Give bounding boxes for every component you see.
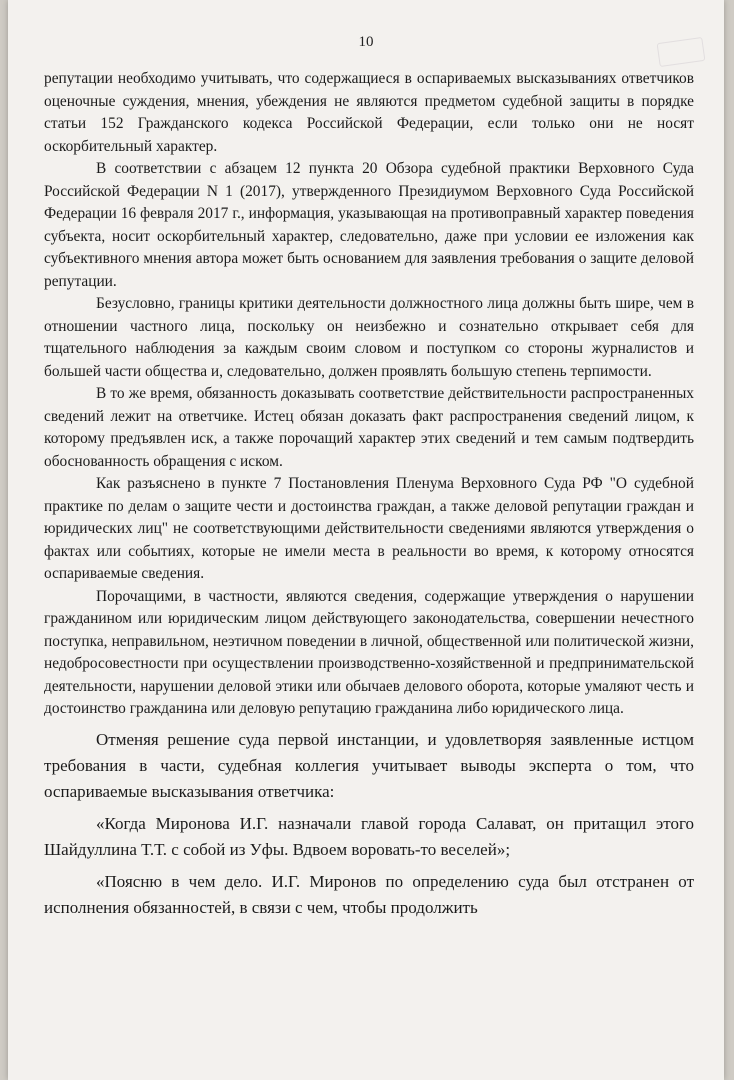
quote-1: «Когда Миронова И.Г. назначали главой города Салават, он притащил этого Шайдуллина Т.Т. с собой из Уфы. Вдвоем воровать-то веселей»; [44, 813, 694, 859]
document-body [44, 68, 694, 921]
faint-stamp [657, 37, 706, 67]
page-number: 10 [358, 34, 374, 50]
paragraph-4: В то же время, обязанность доказывать соответствие действительности распространенных сведений лежит на ответчике. Истец обязан доказать факт распространения сведений лицом, к которому предъявлен иск, а также порочащий характер этих сведений и тем самым подтвердить обоснованность обращения с иском. [44, 385, 694, 470]
paragraph-2: В соответствии с абзацем 12 пункта 20 Обзора судебной практики Верховного Суда Российской Федерации N 1 (2017), утвержденного Президиумом Верховного Суда Российской Федерации 16 февраля 2017 г., информация, указывающая на противоправный характер поведения субъекта, носит оскорбительный характер, следовательно, даже при условии ее изложения как субъективного мнения автора может быть основанием для заявления требования о защите деловой репутации. [44, 160, 694, 290]
paragraph-3: Безусловно, границы критики деятельности должностного лица должны быть шире, чем в отношении частного лица, поскольку он неизбежно и сознательно открывает себя для тщательного наблюдения за каждым своим словом и поступком со стороны журналистов и большей части общества и, следовательно, должен проявлять большую степень терпимости. [44, 295, 694, 380]
paragraph-1: репутации необходимо учитывать, что содержащиеся в оспариваемых высказываниях ответчиков оценочные суждения, мнения, убеждения не являются предметом судебной защиты в порядке статьи 152 Гражданского кодекса Российской Федерации, если только они не носят оскорбительный характер. [44, 70, 694, 155]
document-page [8, 0, 724, 1080]
paragraph-6: Порочащими, в частности, являются сведения, содержащие утверждения о нарушении гражданином или юридическим лицом действующего законодательства, совершении нечестного поступка, неправильном, неэтичном поведении в личной, общественной или политической жизни, недобросовестности при осуществлении производственно-хозяйственной и предпринимательской деятельности, нарушении деловой этики или обычаев делового оборота, которые умаляют честь и достоинство гражданина или деловую репутацию гражданина либо юридического лица. [44, 587, 694, 717]
paragraph-7: Отменяя решение суда первой инстанции, и удовлетворяя заявленные истцом требования в части, судебная коллегия учитывает выводы эксперта о том, что оспариваемые высказывания ответчика: [44, 729, 694, 801]
paragraph-5: Как разъяснено в пункте 7 Постановления Пленума Верховного Суда РФ "О судебной практике по делам о защите чести и достоинства граждан, а также деловой репутации граждан и юридических лиц" не соответствующими действительности сведениями являются утверждения о фактах или событиях, которые не имели места в реальности во время, к которому относятся оспариваемые сведения. [44, 475, 694, 582]
quote-2: «Поясню в чем дело. И.Г. Миронов по определению суда был отстранен от исполнения обязанностей, в связи с чем, чтобы продолжить [44, 871, 694, 917]
